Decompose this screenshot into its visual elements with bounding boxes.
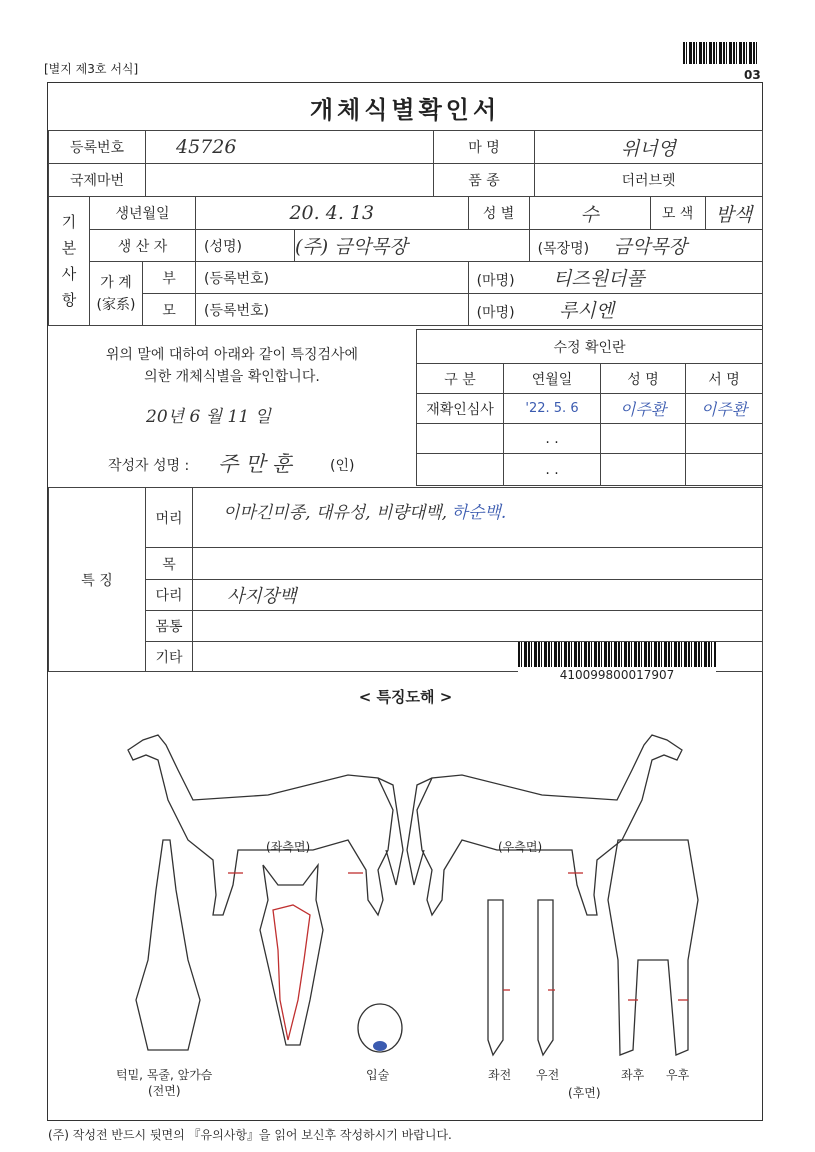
table-row: . .	[417, 454, 763, 486]
rear-view-horse	[608, 840, 698, 1055]
sex-value: 수	[529, 197, 650, 230]
writer-label: 작성자 성명 :	[108, 458, 190, 474]
caption-left-hind: 좌후	[621, 1068, 645, 1082]
dam-reg-label: (등록번호)	[196, 294, 469, 326]
feature-legs-value: 사지장백	[193, 580, 763, 611]
revision-table	[416, 329, 763, 486]
caption-right-hind: 우후	[666, 1068, 690, 1082]
col-date: 연월일	[504, 364, 601, 394]
barcode-sticker	[518, 642, 716, 667]
head-front-view	[260, 865, 323, 1045]
page-code: 03	[744, 68, 761, 82]
caption-right-front: 우전	[536, 1068, 560, 1082]
feature-neck-label: 목	[146, 548, 193, 580]
features-section-label: 특 징	[49, 488, 146, 672]
right-side-horse	[417, 735, 682, 915]
feature-neck-value	[193, 548, 763, 580]
feature-head-label: 머리	[146, 488, 193, 548]
caption-front: 턱밑, 목줄, 앞가슴	[116, 1068, 213, 1082]
top-info-table	[48, 130, 763, 197]
caption-rear-view: (후면)	[568, 1086, 601, 1100]
family-label: 가 계 (家系)	[90, 262, 143, 326]
feature-legs-label: 다리	[146, 580, 193, 611]
table-row: 재확인심사 '22. 5. 6 이주환 이주환	[417, 394, 763, 424]
color-value: 밤색	[705, 197, 762, 230]
reg-label: 등록번호	[49, 131, 146, 164]
front-legs-view	[488, 900, 553, 1055]
barcode-number: 410099800017907	[559, 668, 675, 682]
caption-right-side: (우측면)	[498, 840, 543, 854]
dam-label: 모	[143, 294, 196, 326]
head-marking	[273, 905, 310, 1040]
color-label: 모 색	[650, 197, 705, 230]
page-title: 개체식별확인서	[309, 96, 501, 124]
intl-label: 국제마번	[49, 164, 146, 197]
top-barcode	[683, 42, 759, 64]
col-name: 성 명	[601, 364, 686, 394]
form-number: [별지 제3호 서식]	[44, 62, 139, 76]
birth-label: 생년월일	[90, 197, 196, 230]
col-type: 구 분	[417, 364, 504, 394]
caption-left-front: 좌전	[488, 1068, 512, 1082]
horse-label: 마 명	[434, 131, 535, 164]
horse-diagram	[48, 700, 762, 1100]
feature-head-value: 이마긴미종, 대유성, 비량대백, 하순백.	[193, 488, 763, 548]
feature-other-label: 기타	[146, 642, 193, 672]
caption-front-view: (전면)	[148, 1084, 181, 1098]
dam-name-cell: (마명) 루시엔	[468, 294, 762, 326]
lip-marking	[373, 1041, 387, 1051]
breed-label: 품 종	[434, 164, 535, 197]
confirm-date: 20년 6 월 11 일	[146, 407, 271, 427]
col-sign: 서 명	[686, 364, 763, 394]
breed-value: 더러브렛	[535, 164, 763, 197]
footer-note: (주) 작성전 반드시 뒷면의 『유의사항』을 읽어 보신후 작성하시기 바랍니다.	[48, 1128, 452, 1142]
diagram-title: < 특징도해 >	[358, 688, 453, 706]
basic-section-label: 기본사항	[49, 197, 90, 326]
confirm-text-line1: 위의 말에 대하여 아래와 같이 특징검사에	[105, 347, 359, 363]
confirm-text-line2: 의한 개체식별을 확인합니다.	[144, 369, 320, 385]
producer-label: 생 산 자	[90, 230, 196, 262]
sex-label: 성 별	[468, 197, 529, 230]
left-side-horse	[128, 735, 393, 915]
caption-left-side: (좌측면)	[266, 840, 311, 854]
sire-label: 부	[143, 262, 196, 294]
producer-name-label: (성명)	[196, 230, 295, 262]
reg-value: 45726	[146, 131, 434, 164]
writer-signature: 주 만 훈	[218, 452, 293, 476]
intl-value	[146, 164, 434, 197]
producer-name-value: (주) 금악목장	[295, 230, 530, 262]
caption-lip: 입술	[366, 1068, 390, 1082]
horse-value: 위너영	[535, 131, 763, 164]
revision-title: 수정 확인란	[417, 330, 763, 364]
basic-info-table	[48, 196, 763, 326]
sire-reg-label: (등록번호)	[196, 262, 469, 294]
birth-value: 20. 4. 13	[196, 197, 469, 230]
feature-body-label: 몸통	[146, 611, 193, 642]
front-view-horse	[136, 840, 200, 1050]
table-row: . .	[417, 424, 763, 454]
feature-body-value	[193, 611, 763, 642]
farm-cell: (목장명) 금악목장	[529, 230, 762, 262]
writer-seal: (인)	[330, 458, 355, 474]
sire-name-cell: (마명) 티즈원더풀	[468, 262, 762, 294]
